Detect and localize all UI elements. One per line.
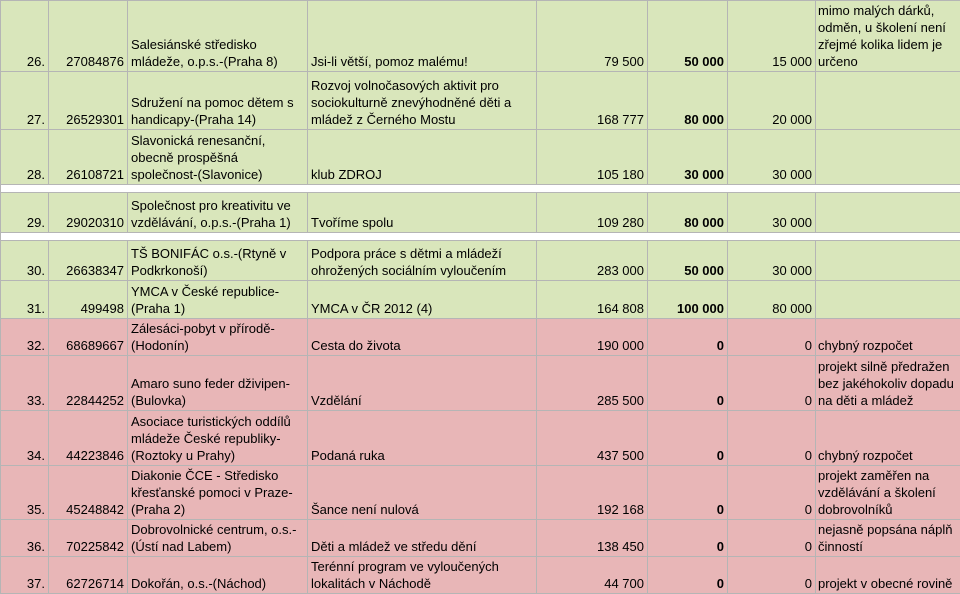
project-cell: Tvoříme spolu	[308, 193, 537, 233]
granted-amount-cell: 100 000	[648, 281, 728, 319]
project-cell: Cesta do života	[308, 319, 537, 356]
ico-cell: 29020310	[49, 193, 128, 233]
granted-amount-cell: 0	[648, 411, 728, 466]
organization-cell: Diakonie ČCE - Středisko křesťanské pomoci v Praze-(Praha 2)	[128, 466, 308, 520]
note-cell	[816, 130, 960, 185]
organization-cell: Amaro suno feder dživipen-(Bulovka)	[128, 356, 308, 411]
requested-amount-cell: 79 500	[537, 1, 648, 72]
table-row	[1, 520, 960, 557]
organization-cell: Asociace turistických oddílů mládeže České republiky-(Roztoky u Prahy)	[128, 411, 308, 466]
spacer-row	[1, 185, 960, 193]
requested-amount-cell: 164 808	[537, 281, 648, 319]
granted-amount-cell: 50 000	[648, 1, 728, 72]
ico-cell: 27084876	[49, 1, 128, 72]
note-cell	[816, 281, 960, 319]
organization-cell: Slavonická renesanční, obecně prospěšná společnost-(Slavonice)	[128, 130, 308, 185]
granted-amount-cell: 0	[648, 520, 728, 557]
grant-table-body	[1, 1, 960, 594]
note-cell: nejasně popsána náplň činností	[816, 520, 960, 557]
organization-cell: Společnost pro kreativitu ve vzdělávání, o.p.s.-(Praha 1)	[128, 193, 308, 233]
approved-amount-cell: 0	[728, 356, 816, 411]
granted-amount-cell: 0	[648, 466, 728, 520]
table-row	[1, 193, 960, 233]
project-cell: YMCA v ČR 2012 (4)	[308, 281, 537, 319]
table-row	[1, 319, 960, 356]
granted-amount-cell: 50 000	[648, 241, 728, 281]
table-row	[1, 241, 960, 281]
note-cell	[816, 241, 960, 281]
requested-amount-cell: 44 700	[537, 557, 648, 594]
note-cell: chybný rozpočet	[816, 411, 960, 466]
row-number: 34.	[1, 411, 49, 466]
requested-amount-cell: 109 280	[537, 193, 648, 233]
row-number: 36.	[1, 520, 49, 557]
requested-amount-cell: 283 000	[537, 241, 648, 281]
granted-amount-cell: 80 000	[648, 193, 728, 233]
granted-amount-cell: 0	[648, 557, 728, 594]
table-row	[1, 1, 960, 72]
approved-amount-cell: 80 000	[728, 281, 816, 319]
project-cell: klub ZDROJ	[308, 130, 537, 185]
ico-cell: 70225842	[49, 520, 128, 557]
ico-cell: 26108721	[49, 130, 128, 185]
granted-amount-cell: 30 000	[648, 130, 728, 185]
note-cell: chybný rozpočet	[816, 319, 960, 356]
approved-amount-cell: 0	[728, 520, 816, 557]
ico-cell: 26638347	[49, 241, 128, 281]
ico-cell: 45248842	[49, 466, 128, 520]
granted-amount-cell: 0	[648, 356, 728, 411]
requested-amount-cell: 285 500	[537, 356, 648, 411]
requested-amount-cell: 437 500	[537, 411, 648, 466]
project-cell: Podpora práce s dětmi a mládeží ohrožených sociálním vyloučením	[308, 241, 537, 281]
approved-amount-cell: 30 000	[728, 130, 816, 185]
approved-amount-cell: 20 000	[728, 72, 816, 130]
approved-amount-cell: 30 000	[728, 241, 816, 281]
note-cell	[816, 72, 960, 130]
requested-amount-cell: 168 777	[537, 72, 648, 130]
row-number: 33.	[1, 356, 49, 411]
ico-cell: 26529301	[49, 72, 128, 130]
granted-amount-cell: 80 000	[648, 72, 728, 130]
note-cell	[816, 193, 960, 233]
approved-amount-cell: 15 000	[728, 1, 816, 72]
row-number: 35.	[1, 466, 49, 520]
ico-cell: 62726714	[49, 557, 128, 594]
organization-cell: YMCA v České republice-(Praha 1)	[128, 281, 308, 319]
approved-amount-cell: 30 000	[728, 193, 816, 233]
row-number: 29.	[1, 193, 49, 233]
table-row	[1, 411, 960, 466]
row-number: 26.	[1, 1, 49, 72]
project-cell: Terénní program ve vyloučených lokalitách v Náchodě	[308, 557, 537, 594]
organization-cell: TŠ BONIFÁC o.s.-(Rtyně v Podkrkonoší)	[128, 241, 308, 281]
approved-amount-cell: 0	[728, 557, 816, 594]
project-cell: Podaná ruka	[308, 411, 537, 466]
row-number: 31.	[1, 281, 49, 319]
organization-cell: Sdružení na pomoc dětem s handicapy-(Praha 14)	[128, 72, 308, 130]
ico-cell: 68689667	[49, 319, 128, 356]
organization-cell: Dobrovolnické centrum, o.s.-(Ústí nad Labem)	[128, 520, 308, 557]
row-number: 32.	[1, 319, 49, 356]
note-cell: projekt zaměřen na vzdělávání a školení dobrovolníků	[816, 466, 960, 520]
approved-amount-cell: 0	[728, 319, 816, 356]
organization-cell: Dokořán, o.s.-(Náchod)	[128, 557, 308, 594]
spacer-row	[1, 233, 960, 241]
project-cell: Jsi-li větší, pomoz malému!	[308, 1, 537, 72]
note-cell: projekt silně předražen bez jakéhokoliv dopadu na děti a mládež	[816, 356, 960, 411]
requested-amount-cell: 190 000	[537, 319, 648, 356]
table-row	[1, 466, 960, 520]
row-number: 27.	[1, 72, 49, 130]
table-row	[1, 356, 960, 411]
project-cell: Rozvoj volnočasových aktivit pro sociokulturně znevýhodněné děti a mládež z Černého Mostu	[308, 72, 537, 130]
project-cell: Děti a mládež ve středu dění	[308, 520, 537, 557]
organization-cell: Zálesáci-pobyt v přírodě-(Hodonín)	[128, 319, 308, 356]
approved-amount-cell: 0	[728, 466, 816, 520]
table-row	[1, 72, 960, 130]
project-cell: Vzdělání	[308, 356, 537, 411]
ico-cell: 44223846	[49, 411, 128, 466]
note-cell: projekt v obecné rovině	[816, 557, 960, 594]
project-cell: Šance není nulová	[308, 466, 537, 520]
row-number: 37.	[1, 557, 49, 594]
row-number: 28.	[1, 130, 49, 185]
note-cell: mimo malých dárků, odměn, u školení není zřejmé kolika lidem je určeno	[816, 1, 960, 72]
ico-cell: 499498	[49, 281, 128, 319]
ico-cell: 22844252	[49, 356, 128, 411]
requested-amount-cell: 105 180	[537, 130, 648, 185]
granted-amount-cell: 0	[648, 319, 728, 356]
row-number: 30.	[1, 241, 49, 281]
requested-amount-cell: 138 450	[537, 520, 648, 557]
table-row	[1, 281, 960, 319]
table-row	[1, 557, 960, 594]
table-row	[1, 130, 960, 185]
approved-amount-cell: 0	[728, 411, 816, 466]
requested-amount-cell: 192 168	[537, 466, 648, 520]
organization-cell: Salesiánské středisko mládeže, o.p.s.-(Praha 8)	[128, 1, 308, 72]
